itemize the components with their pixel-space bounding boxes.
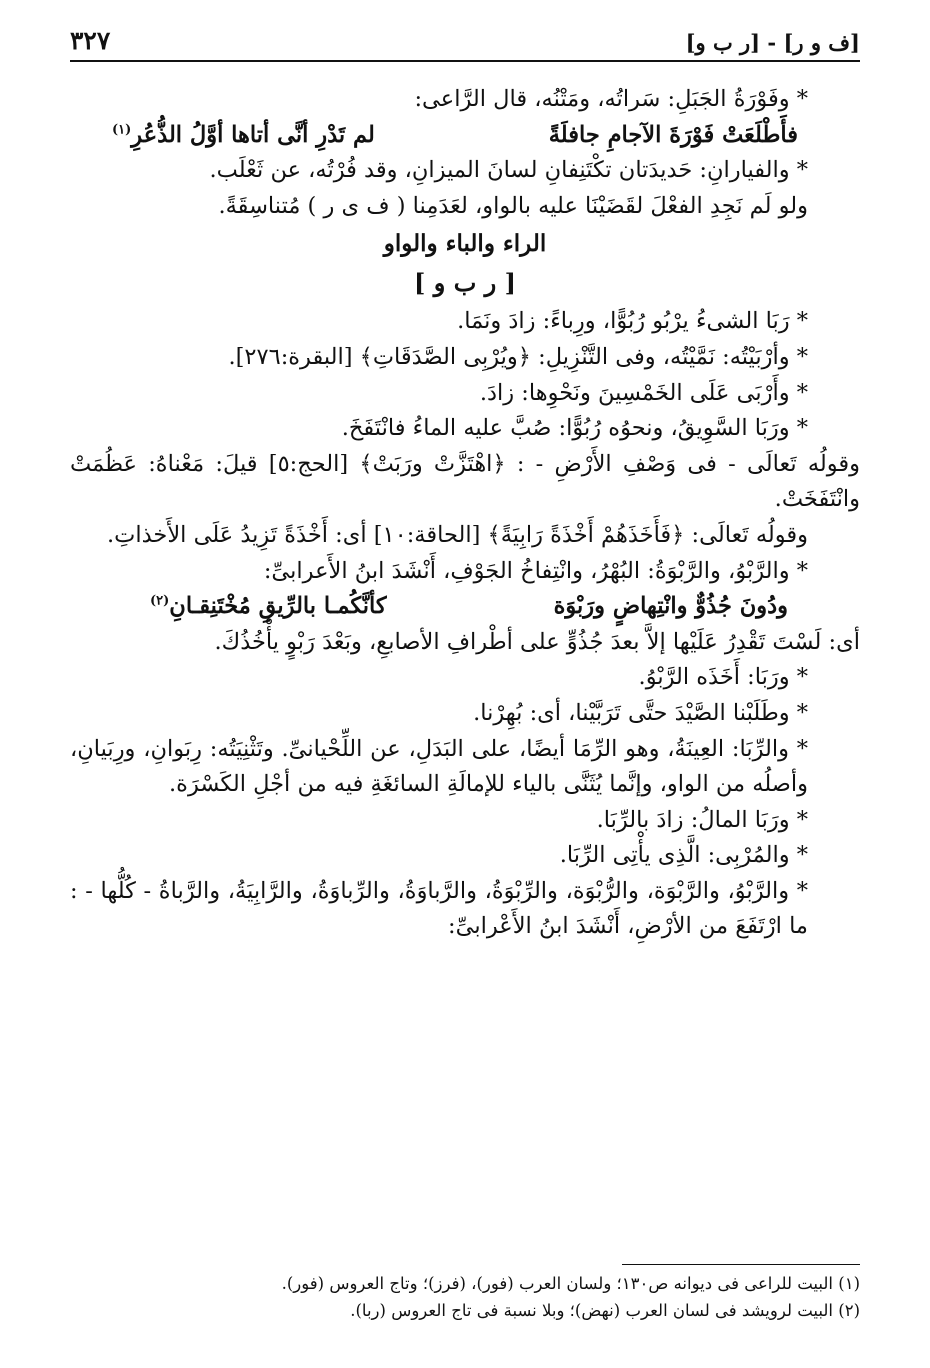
footnote-divider	[622, 1264, 860, 1265]
paragraph: * والرِّبَا: العِينَةُ، وهو الرِّمَا أيضًا، على البَدَلِ، عن اللِّحْيانىِّ. وتَثْنِيَتُه: رِبَوانِ، ورِبَيانِ، وأصلُه من الواو، وإنَّما يُثَنَّى بالياء للإمالَةِ السائغَةِ فيه من أجْلِ الكَسْرَة.	[70, 735, 808, 798]
paragraph: وقولُه تَعالَى - فى وَصْفِ الأَرْضِ - : ﴿اهْتَزَّتْ ورَبَتْ﴾ [الحج:٥] قيلَ: مَعْناهُ: عَظُمَتْ وانْتَفَخَتْ.	[70, 450, 860, 513]
paragraph: * والرَّبْوُ، والرَّبْوَةُ: البُهْرُ، وانْتِفاخُ الجَوْفِ، أَنْشَدَ ابنُ الأَعرابىِّ:	[263, 557, 808, 584]
verse-hemistich-right: فأَطْلَعَتْ فَوْرَةَ الآجامِ جافلَةً	[548, 121, 798, 148]
footnote-marker: (٢)	[150, 593, 170, 609]
page-number: ٣٢٧	[70, 26, 111, 55]
verse-hemistich-left	[150, 589, 387, 625]
paragraph: * وأرْبَيْتُه: نَمَّيْتُه، وفى التَّنْزِيلِ: ﴿ويُرْبِى الصَّدَقَاتِ﴾ [البقرة:٢٧٦].	[228, 343, 808, 370]
page-body	[70, 82, 860, 945]
paragraph: * ورَبَا المالُ: زادَ بالرِّبَا.	[596, 806, 808, 833]
page-header	[70, 26, 860, 62]
paragraph: * وأَرْبَى عَلَى الخَمْسِينَ ونَحْوِها: زادَ.	[479, 379, 808, 406]
paragraph: * ورَبَا السَّوِيقُ، ونحوُه رُبُوًّا: صُبَّ عليه الماءُ فانْتَفَخَ.	[341, 415, 808, 442]
footnotes	[70, 1270, 860, 1324]
paragraph: وقولُه تَعالَى: ﴿فَأَخَذَهُمْ أَخْذَةً رَابِيَةً﴾ [الحاقة:١٠] أى: أَخْذَةً تَزِيدُ عَلَى الأَخذاتِ.	[107, 521, 808, 548]
verse-text: كأنَّكُمـا بالرِّيقِ مُخْتَنِقـانِ	[169, 593, 387, 620]
paragraph: * والرَّبْوُ، والرَّبْوَة، والرُّبْوَة، والرِّبْوَةُ، والرَّباوَةُ، والرِّباوَةُ، والرَّابِيَةُ، والرَّباةُ - كُلُّها - : ما ارْتَفَعَ من الأرْضِ، أَنْشَدَ ابنُ الأَعْرابىِّ:	[70, 877, 808, 940]
footnote: (١) البيت للراعى فى ديوانه ص١٣٠؛ ولسان العرب (فور)، (فرز)؛ وتاج العروس (فور).	[281, 1274, 860, 1293]
poem-verse	[70, 589, 860, 625]
paragraph: * والمُرْبِى: الَّذِى يأْتِى الرِّبَا.	[559, 842, 808, 869]
section-indicator: [ف و ر] - [ر ب و]	[685, 30, 860, 55]
verse-hemistich-right: ودُونَ جُذُوٌّ وانْتِهاضٍ ورَبْوَة	[553, 593, 788, 620]
paragraph: * وطَلَبْنا الصَّيْدَ حتَّى تَرَبَّيْنا، أى: بُهِرْنا.	[473, 699, 808, 726]
verse-text: لم تَدْرِ أنَّى أتاها أوَّلُ الذُّعُرِ	[131, 121, 375, 148]
footnote-marker: (١)	[112, 122, 132, 138]
entry-heading: [ ر ب و ]	[414, 268, 516, 298]
paragraph: * ورَبَا: أَخَذَه الرَّبْوُ.	[638, 664, 808, 691]
footnote: (٢) البيت لرويشد فى لسان العرب (نهض)؛ وبلا نسبة فى تاج العروس (ربا).	[350, 1301, 860, 1320]
paragraph: * رَبَا الشىءُ يرْبُو رُبُوًّا، ورِباءً: زادَ ونَمَا.	[457, 308, 808, 335]
chapter-heading: الراء والباء والواو	[383, 230, 547, 258]
poem-verse	[70, 118, 860, 154]
paragraph: * والفيارانِ: حَديدَتان تكْتَنِفانِ لسانَ الميزانِ، وقد فُرْتُه، عن ثَعْلَب.	[209, 157, 808, 184]
paragraph: ولو لَم نَجِدِ الفعْلَ لقَضَيْنَا عليه بالواو، لعَدَمِنا ( ف ى ر ) مُتناسِقَةً.	[218, 192, 808, 219]
document-page	[70, 26, 860, 1350]
paragraph: أى: لَسْتَ تَقْدِرُ عَلَيْها إلاَّ بعدَ جُذُوٍّ على أطْرافِ الأصابعِ، وبَعْدَ رَبْوٍ يأْخُذُكَ.	[214, 628, 860, 655]
verse-hemistich-left	[112, 118, 375, 154]
paragraph: * وفَوْرَةُ الجَبَلِ: سَراتُه، ومَتْنُه، قال الرَّاعى:	[414, 86, 808, 112]
